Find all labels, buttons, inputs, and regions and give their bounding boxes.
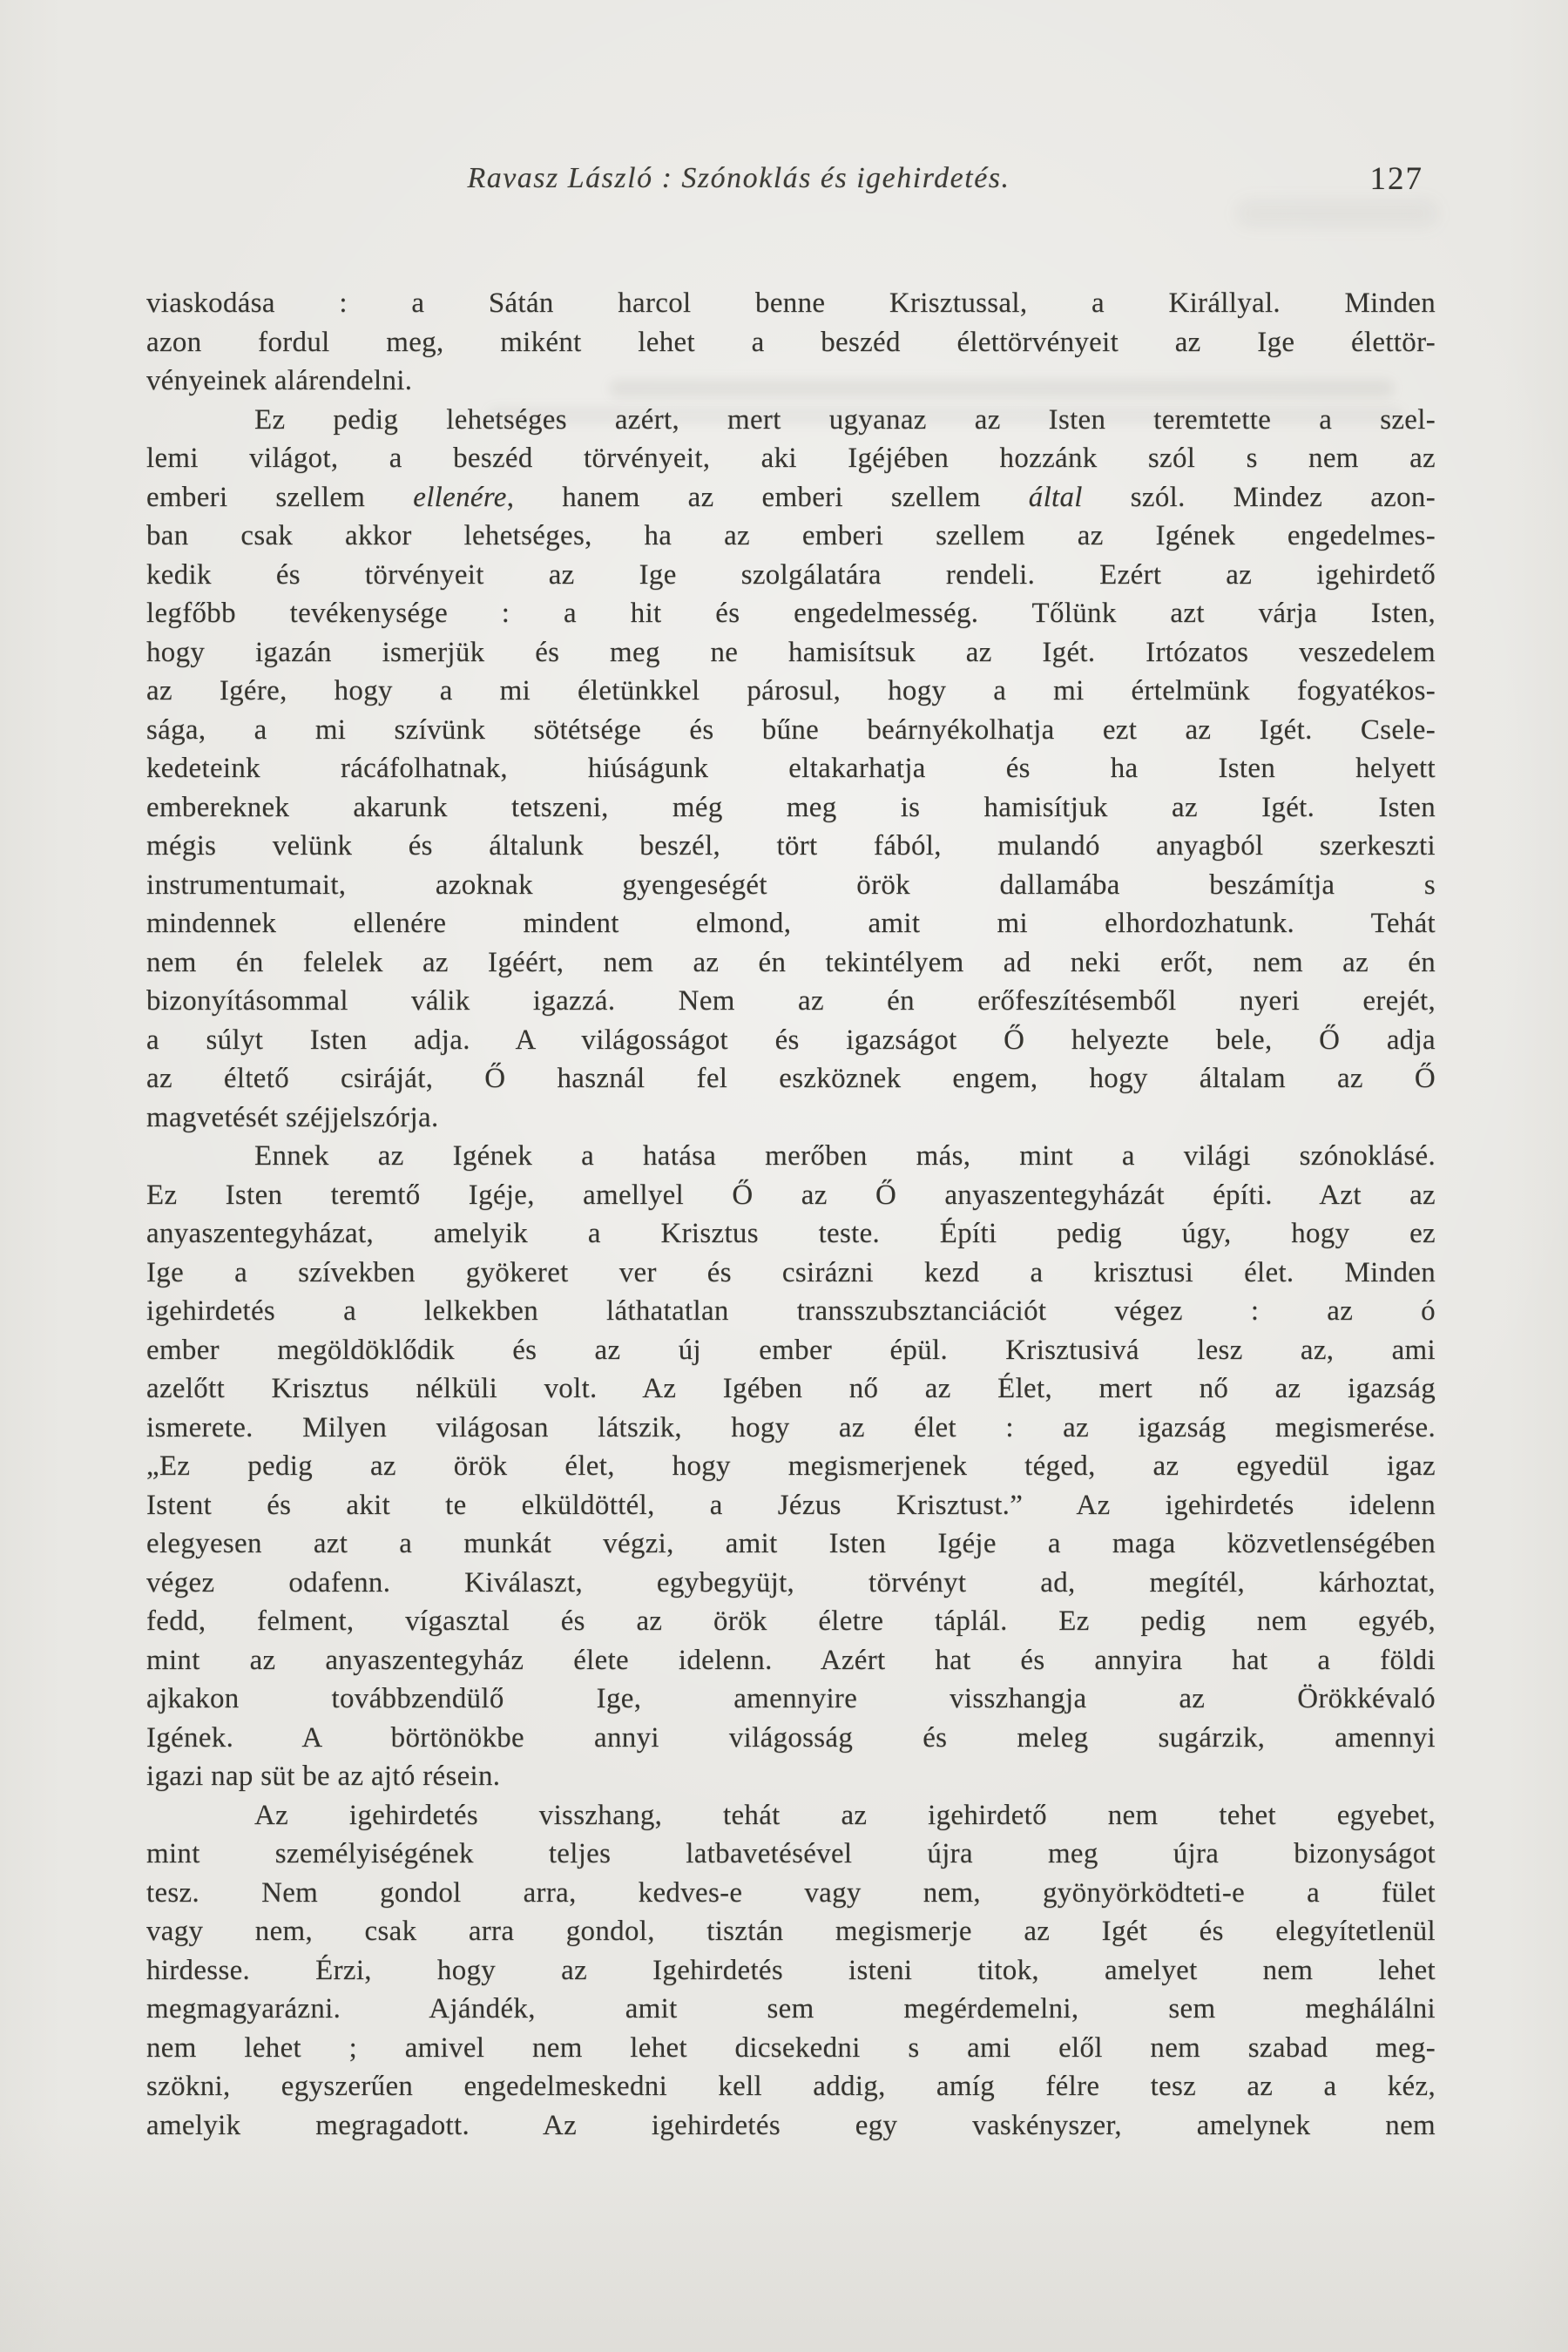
text-line: mégis velünk és általunk beszél, tört fából, mulandó anyagból szerkeszti <box>146 830 1436 862</box>
body-text <box>146 284 1436 2145</box>
text-line: végez odafenn. Kiválaszt, egybegyüjt, törvényt ad, megítél, kárhoztat, <box>146 1566 1436 1598</box>
text-line: legfőbb tevékenysége : a hit és engedelmesség. Tőlünk azt várja Isten, <box>146 598 1436 629</box>
page-number: 127 <box>1369 161 1423 197</box>
text-line: vagy nem, csak arra gondol, tisztán megismerje az Igét és elegyítetlenül <box>146 1916 1436 1947</box>
text-line: Ennek az Igének a hatása merőben más, mint a világi szónoklásé. <box>254 1140 1436 1172</box>
text-line: ember megöldöklődik és az új ember épül. Krisztusivá lesz az, ami <box>146 1334 1436 1366</box>
text-line: nem én felelek az Igéért, nem az én tekintélyem ad neki erőt, nem az én <box>146 946 1436 978</box>
text-line: viaskodása : a Sátán harcol benne Krisztussal, a Királlyal. Minden <box>146 287 1436 319</box>
paragraph <box>146 284 1436 401</box>
text-line: hirdesse. Érzi, hogy az Igehirdetés isteni titok, amelyet nem lehet <box>146 1954 1436 1986</box>
paragraph <box>146 1796 1436 2146</box>
paragraph <box>146 401 1436 1138</box>
text-line: tesz. Nem gondol arra, kedves-e vagy nem, gyönyörködteti-e a fület <box>146 1876 1436 1909</box>
text-line: igehirdetés a lelkekben láthatatlan transszubsztanciációt végez : az ó <box>146 1295 1436 1327</box>
text-line: lemi világot, a beszéd törvényeit, aki Igéjében hozzánk szól s nem az <box>146 443 1436 474</box>
text-line: instrumentumait, azoknak gyengeségét örök dallamába beszámítja s <box>146 868 1436 901</box>
text-line: bizonyításommal válik igazzá. Nem az én erőfeszítésemből nyeri erejét, <box>146 985 1436 1017</box>
page-header <box>146 162 1436 204</box>
text-line: elegyesen azt a munkát végzi, amit Isten Igéje a maga közvetlenségében <box>146 1528 1436 1559</box>
text-line: Ige a szívekben gyökeret ver és csirázni kezd a krisztusi élet. Minden <box>146 1256 1436 1288</box>
text-line: Ez pedig lehetséges azért, mert ugyanaz az Isten teremtette a szel- <box>254 403 1436 436</box>
text-line: sága, a mi szívünk sötétsége és bűne beárnyékolhatja ezt az Igét. Csele- <box>146 713 1436 746</box>
text-line: kedik és törvényeit az Ige szolgálatára rendeli. Ezért az igehirdető <box>146 558 1436 591</box>
text-line: kedeteink rácáfolhatnak, hiúságunk eltakarhatja és ha Isten helyett <box>146 753 1436 784</box>
text-line: amelyik megragadott. Az igehirdetés egy vaskényszer, amelynek nem <box>146 2109 1436 2141</box>
text-line: „Ez pedig az örök élet, hogy megismerjenek téged, az egyedül igaz <box>146 1450 1436 1482</box>
text-line: igazi nap süt be az ajtó résein. <box>146 1761 501 1792</box>
text-line: vényeinek alárendelni. <box>146 365 413 396</box>
text-line: ajkakon továbbzendülő Ige, amennyire visszhangja az Örökkévaló <box>146 1683 1436 1714</box>
text-line: mindennek ellenére mindent elmond, amit mi elhordozhatunk. Tehát <box>146 908 1436 939</box>
text-line: emberi szellem ellenére, hanem az emberi szellem által szól. Mindez azon- <box>146 481 1436 513</box>
text-line: Az igehirdetés visszhang, tehát az igehirdető nem tehet egyebet, <box>254 1799 1436 1831</box>
text-line: az éltető csiráját, Ő használ fel eszköznek engem, hogy általam az Ő <box>146 1063 1436 1094</box>
text-line: embereknek akarunk tetszeni, még meg is hamisítjuk az Igét. Isten <box>146 791 1436 823</box>
text-line: hogy igazán ismerjük és meg ne hamisítsuk az Igét. Irtózatos veszedelem <box>146 636 1436 668</box>
text-line: nem lehet ; amivel nem lehet dicsekedni s ami elől nem szabad meg- <box>146 2031 1436 2064</box>
running-title: Ravasz László : Szónoklás és igehirdetés. <box>467 162 1010 194</box>
text-line: magvetését széjjelszórja. <box>146 1101 439 1133</box>
show-through-artifact <box>1237 200 1437 226</box>
text-line: az Igére, hogy a mi életünkkel párosul, hogy a mi értelmünk fogyatékos- <box>146 675 1436 706</box>
text-line: ban csak akkor lehetséges, ha az emberi szellem az Igének engedelmes- <box>146 520 1436 551</box>
paragraph <box>146 1137 1436 1796</box>
text-line: Ez Isten teremtő Igéje, amellyel Ő az Ő anyaszentegyházát építi. Azt az <box>146 1179 1436 1211</box>
text-line: azon fordul meg, miként lehet a beszéd élettörvényeit az Ige élettör- <box>146 326 1436 358</box>
text-line: megmagyarázni. Ajándék, amit sem megérdemelni, sem meghálálni <box>146 1993 1436 2024</box>
text-line: a súlyt Isten adja. A világosságot és igazságot Ő helyezte bele, Ő adja <box>146 1024 1436 1056</box>
text-line: fedd, felment, vígasztal és az örök életre táplál. Ez pedig nem egyéb, <box>146 1605 1436 1637</box>
text-line: anyaszentegyházat, amelyik a Krisztus teste. Építi pedig úgy, hogy ez <box>146 1218 1436 1249</box>
text-line: szökni, egyszerűen engedelmeskedni kell addig, amíg félre tesz az a kéz, <box>146 2071 1436 2102</box>
text-line: azelőtt Krisztus nélküli volt. Az Igében nő az Élet, mert nő az igazság <box>146 1373 1436 1404</box>
text-line: Igének. A börtönökbe annyi világosság és meleg sugárzik, amennyi <box>146 1721 1436 1754</box>
text-line: mint az anyaszentegyház élete idelenn. Azért hat és annyira hat a földi <box>146 1644 1436 1676</box>
text-line: Istent és akit te elküldöttél, a Jézus Krisztust.” Az igehirdetés idelenn <box>146 1489 1436 1521</box>
text-line: mint személyiségének teljes latbavetésével újra meg újra bizonyságot <box>146 1838 1436 1869</box>
text-line: ismerete. Milyen világosan látszik, hogy az élet : az igazság megismerése. <box>146 1411 1436 1443</box>
